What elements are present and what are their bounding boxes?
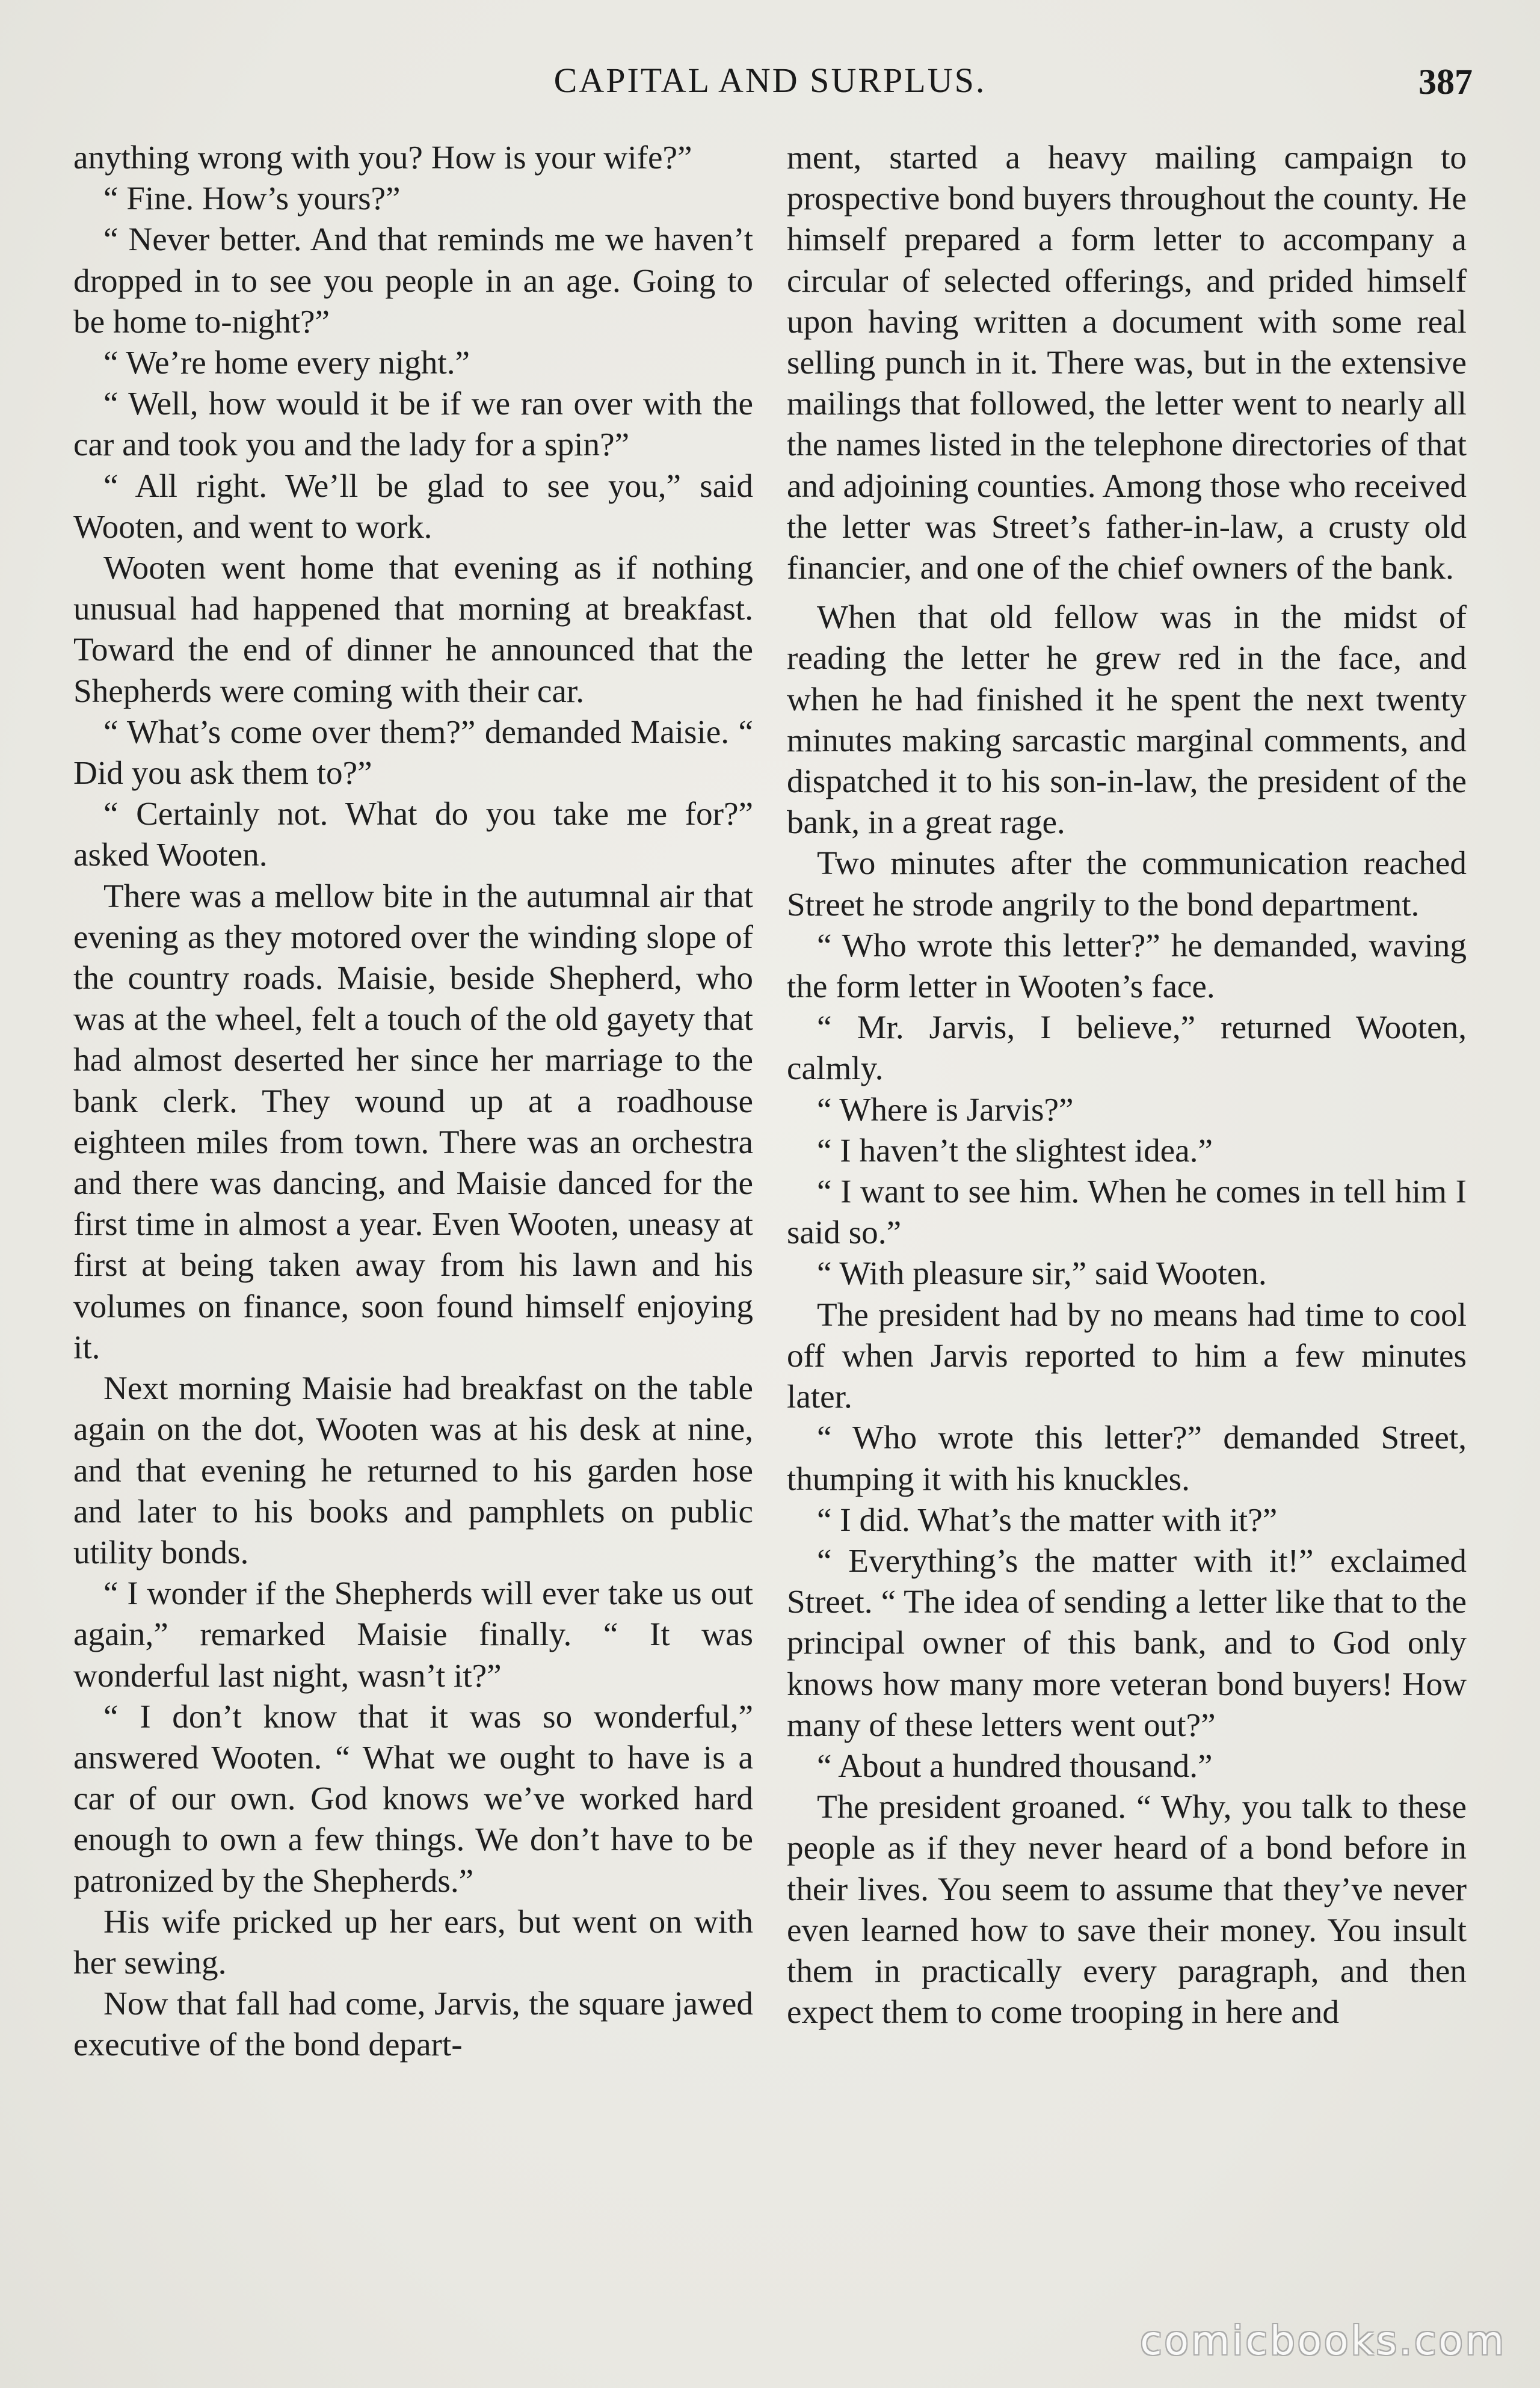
left-column <box>73 137 753 2066</box>
paragraph: There was a mellow bite in the autumnal air that evening as they motored over the winding slope of the country roads. Maisie, beside Shepherd, who was at the wheel, felt a touch of the old gayety that had almost deserted her since her marriage to the bank clerk. They wound up at a roadhouse eighteen miles from town. There was an orchestra and there was dancing, and Maisie danced for the first time in almost a year. Even Wooten, uneasy at first at being taken away from his lawn and his volumes on finance, soon found himself enjoying it. <box>73 877 753 1365</box>
paragraph: “ I don’t know that it was so wonderful,” answered Wooten. “ What we ought to have is a car of our own. God knows we’ve worked hard enough to own a few things. We don’t have to be patronized by the Shepherds.” <box>73 1697 753 1899</box>
paragraph: “ What’s come over them?” demanded Maisie. “ Did you ask them to?” <box>73 713 753 792</box>
paragraph: “ I haven’t the slightest idea.” <box>817 1131 1213 1169</box>
paragraph: ment, started a heavy mailing campaign to prospective bond buyers throughout the county. He himself prepared a form letter to accompany a circular of selected offerings, and prided himself upon having written a document with some real selling punch in it. There was, but in the extensive mailings that followed, the letter went to nearly all the names listed in the telephone directories of that and adjoining counties. Among those who received the letter was Street’s father-in-law, a crusty old financier, and one of the chief owners of the bank. <box>787 139 1467 586</box>
paragraph: “ I wonder if the Shepherds will ever take us out again,” remarked Maisie finally. “ It was wonderful last night, wasn’t it?” <box>73 1575 753 1694</box>
paragraph: “ Everything’s the matter with it!” exclaimed Street. “ The idea of sending a letter like that to the principal owner of this bank, and to God only knows how many more veteran bond buyers! How many of these letters went out?” <box>787 1542 1467 1743</box>
paragraph: “ I want to see him. When he comes in tell him I said so.” <box>787 1173 1467 1251</box>
paragraph: “ Certainly not. What do you take me for?” asked Wooten. <box>73 795 753 873</box>
paragraph: “ I did. What’s the matter with it?” <box>817 1501 1278 1538</box>
paragraph: The president had by no means had time to cool off when Jarvis reported to him a few minutes later. <box>787 1296 1467 1415</box>
paragraph: Wooten went home that evening as if nothing unusual had happened that morning at breakfast. Toward the end of dinner he announced that the Shepherds were coming with their car. <box>73 549 753 709</box>
running-head <box>0 60 1540 108</box>
paragraph: “ Who wrote this letter?” he demanded, waving the form letter in Wooten’s face. <box>787 926 1467 1005</box>
paragraph: Two minutes after the communication reached Street he strode angrily to the bond department. <box>787 845 1467 923</box>
paragraph: “ Where is Jarvis?” <box>817 1091 1074 1128</box>
running-title: CAPITAL AND SURPLUS. <box>553 61 987 100</box>
watermark: comicbooks.com <box>1140 2318 1506 2364</box>
paragraph: “ With pleasure sir,” said Wooten. <box>817 1255 1267 1292</box>
paragraph: When that old fellow was in the midst of reading the letter he grew red in the face, and when he had finished it he spent the next twenty minutes making sarcastic marginal comments, and dispatched it to his son-in-law, the president of the bank, in a great rage. <box>787 599 1467 841</box>
paragraph: Next morning Maisie had breakfast on the table again on the dot, Wooten was at his desk at nine, and that evening he returned to his garden hose and later to his books and pamphlets on public utility bonds. <box>73 1370 753 1571</box>
paragraph: anything wrong with you? How is your wife?” <box>73 139 692 176</box>
paragraph: “ Mr. Jarvis, I believe,” returned Wooten, calmly. <box>787 1009 1467 1087</box>
paragraph: The president groaned. “ Why, you talk to these people as if they never heard of a bond before in their lives. You seem to assume that they’ve never even learned how to save their money. You insult them in practically every paragraph, and then expect them to come trooping in here and <box>787 1788 1467 2031</box>
paragraph: “ Well, how would it be if we ran over with the car and took you and the lady for a spin?” <box>73 385 753 463</box>
paragraph: “ Fine. How’s yours?” <box>103 180 401 217</box>
paragraph: His wife pricked up her ears, but went on with her sewing. <box>73 1903 753 1981</box>
paragraph: “ All right. We’ll be glad to see you,” said Wooten, and went to work. <box>73 467 753 545</box>
paragraph: Now that fall had come, Jarvis, the square jawed executive of the bond depart- <box>73 1985 753 2063</box>
page-number: 387 <box>1418 62 1473 102</box>
paragraph: “ Never better. And that reminds me we haven’t dropped in to see you people in an age. Going to be home to-night?” <box>73 221 753 340</box>
paragraph: “ Who wrote this letter?” demanded Street, thumping it with his knuckles. <box>787 1419 1467 1497</box>
paragraph: “ We’re home every night.” <box>103 344 470 381</box>
right-column <box>787 137 1467 2033</box>
paragraph: “ About a hundred thousand.” <box>817 1747 1213 1784</box>
